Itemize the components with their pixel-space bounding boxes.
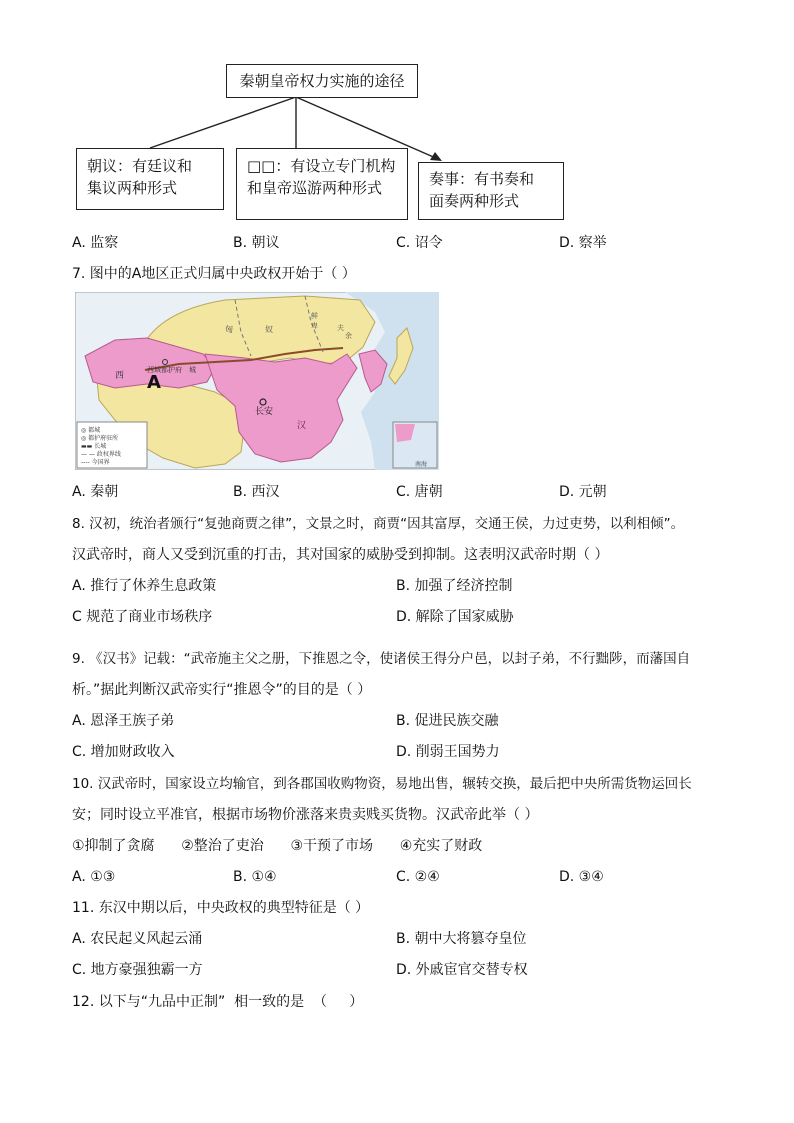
map-label-xianbei-1: 鲜: [311, 312, 318, 320]
map-label-xiongnu-2: 奴: [265, 325, 273, 334]
q10-option-d[interactable]: D. ③④: [559, 869, 604, 885]
q9-stem-line-2: 析。”据此判断汉武帝实行“推恩令”的目的是（ ）: [72, 682, 372, 698]
q7-option-a[interactable]: A. 秦朝: [72, 484, 119, 500]
diagram-title-box: [226, 64, 418, 98]
legend-item: — — 政权界线: [81, 451, 121, 458]
q9-stem-line-1: 9. 《汉书》记载：“武帝施主父之册，下推恩之令，使诸侯王得分户邑，以封子弟，不行黜陟，而藩国自: [72, 651, 691, 667]
q8-stem-line-1: 8. 汉初，统治者颁行“复弛商贾之律”，文景之时，商贾“因其富厚，交通王侯，力过吏势，以利相倾”。: [72, 516, 685, 532]
map-label-nanhai: 南海: [415, 461, 428, 468]
q7-option-b[interactable]: B. 西汉: [233, 484, 280, 500]
map-label-xianbei-2: 卑: [311, 322, 318, 330]
map-label-a: A: [147, 372, 161, 393]
box-text-line: □□：有设立专门机构: [247, 157, 396, 175]
q8-option-b[interactable]: B. 加强了经济控制: [396, 578, 513, 594]
legend-item: ---- 今国界: [81, 459, 110, 466]
q7-stem: 7. 图中的A地区正式归属中央政权开始于（ ）: [72, 266, 356, 282]
q10-stem-line-2: 安；同时设立平准官，根据市场物价涨落来贵卖贱买货物。汉武帝此举（ ）: [72, 807, 539, 823]
q10-stem-line-1: 10. 汉武帝时，国家设立均输官，到各郡国收购物资，易地出售，辗转交换，最后把中央所需货物运回长: [72, 776, 692, 792]
q8-option-c[interactable]: C 规范了商业市场秩序: [72, 609, 213, 625]
box-text-line: 和皇帝巡游两种形式: [247, 179, 383, 197]
map-label-fuyu-2: 余: [345, 332, 352, 340]
diagram-box-zoushi: [418, 162, 564, 220]
q11-option-d[interactable]: D. 外戚宦官交替专权: [396, 962, 528, 978]
q11-option-a[interactable]: A. 农民起义风起云涌: [72, 931, 203, 947]
q11-option-c[interactable]: C. 地方豪强独霸一方: [72, 962, 203, 978]
map-label-xiongnu-1: 匈: [225, 325, 233, 334]
q10-statements: ①抑制了贪腐 ②整治了吏治 ③干预了市场 ④充实了财政: [72, 838, 483, 854]
box-text-line: 集议两种形式: [87, 179, 178, 197]
q10-option-a[interactable]: A. ①③: [72, 869, 116, 885]
legend-item: ◎ 都城: [81, 427, 101, 434]
map-label-han: 汉: [297, 421, 307, 431]
diagram-title: 秦朝皇帝权力实施的途径: [239, 72, 405, 90]
q6-option-d[interactable]: D. 察举: [559, 235, 607, 251]
q6-option-a[interactable]: A. 监察: [72, 235, 119, 251]
q9-option-d[interactable]: D. 削弱王国势力: [396, 744, 500, 760]
q11-stem: 11. 东汉中期以后，中央政权的典型特征是（ ）: [72, 900, 370, 916]
box-text-line: 朝议：有廷议和: [87, 157, 193, 175]
q10-option-c[interactable]: C. ②④: [396, 869, 440, 885]
map-label-fuyu-1: 夫: [337, 324, 344, 332]
map-label-changan: 长安: [255, 407, 274, 417]
q11-option-b[interactable]: B. 朝中大将篡夺皇位: [396, 931, 527, 947]
q6-option-c[interactable]: C. 诏令: [396, 235, 443, 251]
box-text-line: 奏事：有书奏和: [429, 170, 535, 188]
q7-option-d[interactable]: D. 元朝: [559, 484, 607, 500]
q6-option-b[interactable]: B. 朝议: [233, 235, 280, 251]
q9-option-b[interactable]: B. 促进民族交融: [396, 713, 499, 729]
q8-option-a[interactable]: A. 推行了休养生息政策: [72, 578, 217, 594]
q7-option-c[interactable]: C. 唐朝: [396, 484, 443, 500]
han-dynasty-map: [75, 292, 439, 470]
q8-stem-line-2: 汉武帝时，商人又受到沉重的打击，其对国家的威胁受到抑制。这表明汉武帝时期（ ）: [72, 547, 609, 563]
legend-item: ◎ 都护府驻所: [81, 435, 119, 442]
q12-stem: 12. 以下与“九品中正制” 相一致的是 （ ）: [72, 994, 364, 1010]
map-label-west: 西: [115, 371, 125, 381]
diagram-box-chaoyi: [76, 148, 224, 210]
map-label-city: 城: [189, 366, 196, 374]
map-label-xiyu: 西域都护府: [147, 366, 182, 374]
q9-option-a[interactable]: A. 恩泽王族子弟: [72, 713, 175, 729]
q9-option-c[interactable]: C. 增加财政收入: [72, 744, 175, 760]
q10-option-b[interactable]: B. ①④: [233, 869, 277, 885]
box-text-line: 面奏两种形式: [429, 192, 520, 210]
connector-left: [150, 97, 296, 148]
q8-option-d[interactable]: D. 解除了国家威胁: [396, 609, 514, 625]
legend-item: ▬▬ 长城: [81, 443, 107, 450]
diagram-box-blank: [236, 148, 408, 220]
